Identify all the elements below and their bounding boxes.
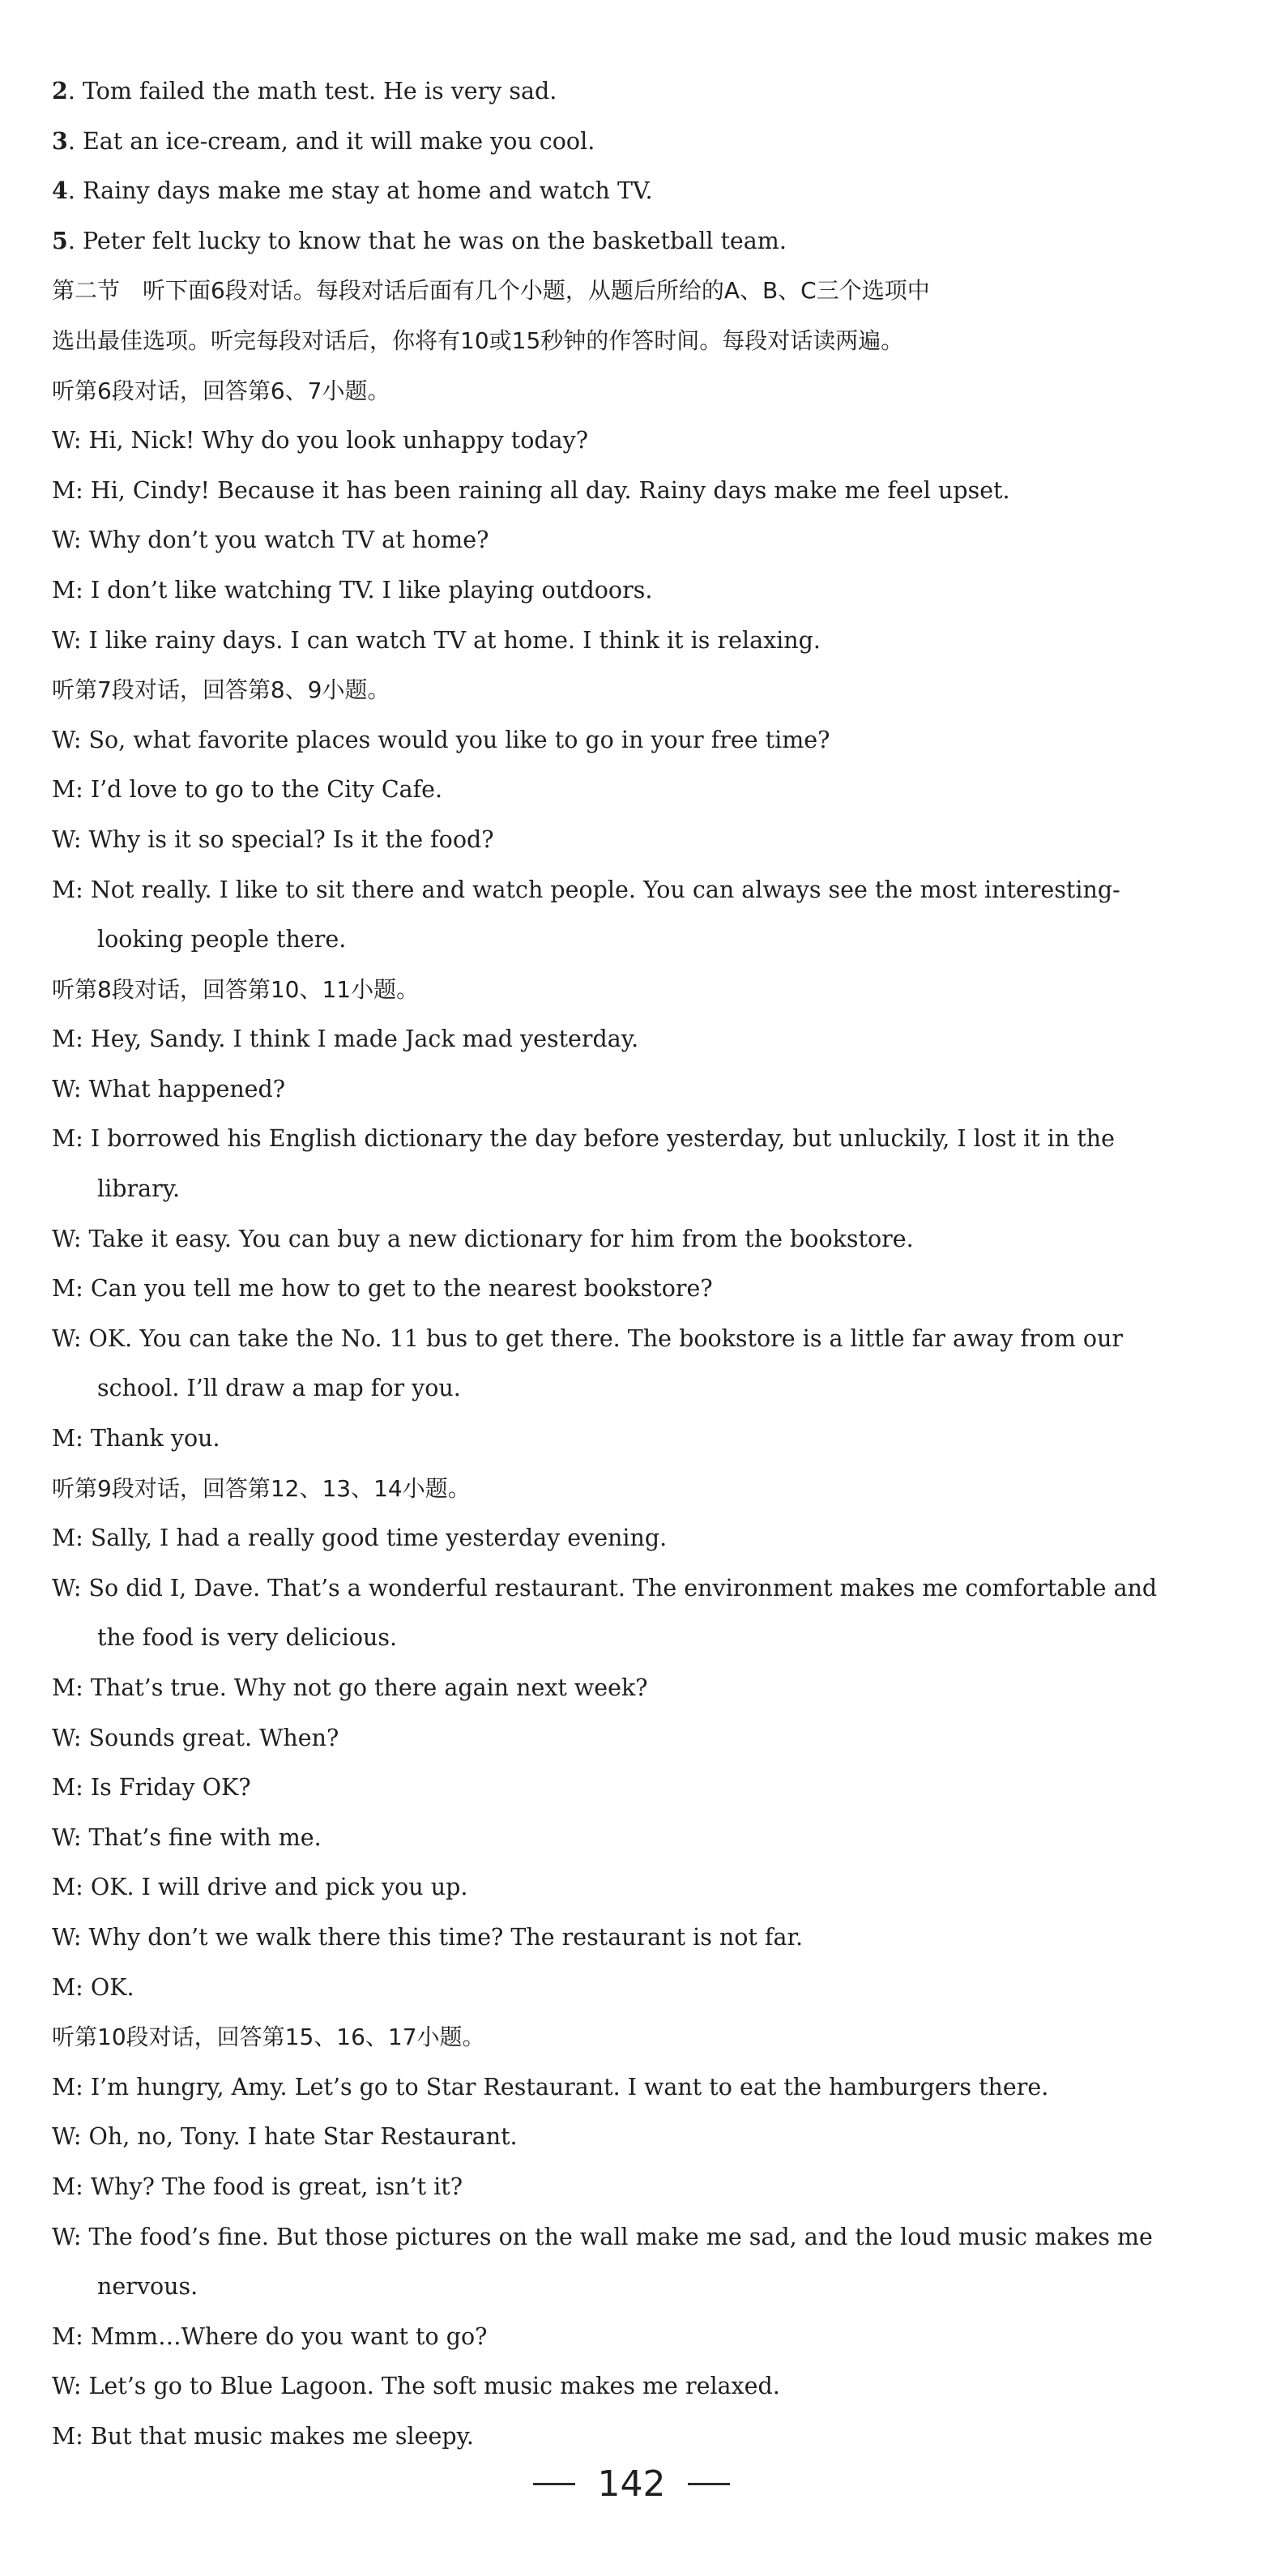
- section-instruction-line: [52, 316, 1158, 366]
- transcript-line: [52, 715, 1158, 766]
- transcript-line: [52, 1763, 1158, 1813]
- transcript-line: [52, 1513, 1158, 1563]
- line-text: looking people there.: [97, 926, 347, 953]
- transcript-line: [52, 66, 1158, 117]
- line-text: W: OK. You can take the No. 11 bus to get there. The bookstore is a little far away from our: [52, 1324, 1124, 1352]
- line-text: M: I’m hungry, Amy. Let’s go to Star Restaurant. I want to eat the hamburgers there.: [52, 2073, 1049, 2100]
- line-text: W: Let’s go to Blue Lagoon. The soft music makes me relaxed.: [52, 2373, 780, 2400]
- transcript-body: [52, 66, 1158, 2462]
- page-number: 142: [597, 2463, 666, 2505]
- transcript-line: [52, 565, 1158, 616]
- transcript-line: [52, 1713, 1158, 1764]
- transcript-line: [52, 166, 1158, 216]
- section-instruction-line: [52, 266, 1158, 316]
- line-text: M: Not really. I like to sit there and watch people. You can always see the most interesting-: [52, 876, 1120, 903]
- section-instruction-line: [52, 366, 1158, 416]
- line-text: school. I’ll draw a map for you.: [97, 1375, 461, 1402]
- section-instruction-line: [52, 965, 1158, 1015]
- line-text: W: Hi, Nick! Why do you look unhappy today?: [52, 427, 588, 454]
- line-text: nervous.: [97, 2273, 198, 2301]
- line-text: W: So did I, Dave. That’s a wonderful restaurant. The environment makes me comfortable and: [52, 1574, 1158, 1601]
- line-text: W: The food’s fine. But those pictures on the wall make me sad, and the loud music makes me: [52, 2223, 1153, 2250]
- item-number: 4: [52, 177, 68, 205]
- line-text: W: So, what favorite places would you like to go in your free time?: [52, 726, 830, 753]
- line-text: M: I don’t like watching TV. I like playing outdoors.: [52, 576, 653, 603]
- line-text: M: Is Friday OK?: [52, 1774, 251, 1802]
- line-text: . Peter felt lucky to know that he was on the basketball team.: [67, 227, 787, 254]
- transcript-line: [52, 117, 1158, 167]
- line-text: M: Hey, Sandy. I think I made Jack mad yesterday.: [52, 1026, 639, 1053]
- item-number: 3: [52, 126, 68, 155]
- transcript-line: [52, 915, 1158, 965]
- transcript-line: [52, 1613, 1158, 1663]
- transcript-line: [52, 815, 1158, 865]
- transcript-line: [52, 1164, 1158, 1214]
- transcript-line: [52, 2112, 1158, 2162]
- transcript-line: [52, 1014, 1158, 1064]
- line-text: M: Mmm…Where do you want to go?: [52, 2322, 488, 2350]
- transcript-line: [52, 1214, 1158, 1265]
- line-text: W: Why don’t we walk there this time? The restaurant is not far.: [52, 1923, 804, 1951]
- line-text: library.: [97, 1175, 181, 1203]
- transcript-line: [52, 1064, 1158, 1115]
- transcript-line: [52, 2162, 1158, 2212]
- transcript-line: [52, 865, 1158, 915]
- right-dash: [688, 2483, 730, 2485]
- section-instruction-line: [52, 2012, 1158, 2062]
- line-text: M: Why? The food is great, isn’t it?: [52, 2173, 463, 2200]
- line-text: . Eat an ice-cream, and it will make you cool.: [67, 127, 595, 155]
- line-text: 听第8段对话，回答第10、11小题。: [52, 975, 420, 1003]
- transcript-line: [52, 616, 1158, 666]
- line-text: M: Can you tell me how to get to the nearest bookstore?: [52, 1275, 713, 1303]
- section-instruction-line: [52, 665, 1158, 715]
- transcript-line: [52, 466, 1158, 516]
- line-text: W: Take it easy. You can buy a new dictionary for him from the bookstore.: [52, 1225, 914, 1252]
- transcript-line: [52, 1114, 1158, 1164]
- line-text: M: Thank you.: [52, 1425, 220, 1452]
- page-footer: [0, 2459, 1263, 2508]
- transcript-line: [52, 1813, 1158, 1863]
- transcript-line: [52, 2262, 1158, 2312]
- transcript-line: [52, 416, 1158, 466]
- line-text: 听第10段对话，回答第15、16、17小题。: [52, 2024, 485, 2051]
- transcript-line: [52, 1363, 1158, 1414]
- transcript-line: [52, 2062, 1158, 2113]
- transcript-line: [52, 1264, 1158, 1314]
- line-text: W: What happened?: [52, 1075, 286, 1102]
- line-text: M: I borrowed his English dictionary the day before yesterday, but unluckily, I lost it in the: [52, 1125, 1115, 1153]
- transcript-line: [52, 1963, 1158, 2013]
- transcript-line: [52, 765, 1158, 815]
- item-number: 2: [52, 77, 68, 104]
- line-text: M: Hi, Cindy! Because it has been raining all day. Rainy days make me feel upset.: [52, 476, 1010, 504]
- line-text: M: That’s true. Why not go there again next week?: [52, 1674, 648, 1701]
- transcript-line: [52, 1414, 1158, 1464]
- transcript-line: [52, 2312, 1158, 2362]
- transcript-line: [52, 515, 1158, 565]
- transcript-line: [52, 1563, 1158, 1614]
- line-text: W: Why is it so special? Is it the food?: [52, 825, 494, 853]
- transcript-line: [52, 2361, 1158, 2412]
- line-text: . Rainy days make me stay at home and watch TV.: [67, 177, 653, 205]
- line-text: M: But that music makes me sleepy.: [52, 2422, 474, 2450]
- line-text: W: Oh, no, Tony. I hate Star Restaurant.: [52, 2123, 518, 2151]
- line-text: . Tom failed the math test. He is very sad.: [67, 78, 557, 104]
- transcript-line: [52, 2212, 1158, 2263]
- line-text: M: OK.: [52, 1973, 134, 2001]
- line-text: W: I like rainy days. I can watch TV at home. I think it is relaxing.: [52, 626, 821, 654]
- line-text: the food is very delicious.: [97, 1624, 398, 1652]
- transcript-line: [52, 1913, 1158, 1963]
- line-text: W: That’s fine with me.: [52, 1823, 322, 1851]
- transcript-line: [52, 1663, 1158, 1713]
- left-dash: [533, 2483, 575, 2485]
- line-text: 听第6段对话，回答第6、7小题。: [52, 377, 390, 404]
- line-text: 第二节 听下面6段对话。每段对话后面有几个小题，从题后所给的A、B、C三个选项中: [52, 277, 930, 305]
- line-text: 听第7段对话，回答第8、9小题。: [52, 676, 390, 704]
- section-instruction-line: [52, 1464, 1158, 1514]
- transcript-line: [52, 216, 1158, 267]
- line-text: 选出最佳选项。听完每段对话后，你将有10或15秒钟的作答时间。每段对话读两遍。: [52, 326, 904, 354]
- line-text: W: Why don’t you watch TV at home?: [52, 527, 489, 554]
- transcript-line: [52, 1314, 1158, 1364]
- transcript-line: [52, 1862, 1158, 1913]
- item-number: 5: [52, 226, 68, 254]
- line-text: M: OK. I will drive and pick you up.: [52, 1874, 468, 1901]
- line-text: M: Sally, I had a really good time yesterday evening.: [52, 1525, 668, 1552]
- transcript-line: [52, 2412, 1158, 2462]
- line-text: 听第9段对话，回答第12、13、14小题。: [52, 1474, 471, 1502]
- line-text: M: I’d love to go to the City Cafe.: [52, 776, 443, 804]
- line-text: W: Sounds great. When?: [52, 1724, 339, 1751]
